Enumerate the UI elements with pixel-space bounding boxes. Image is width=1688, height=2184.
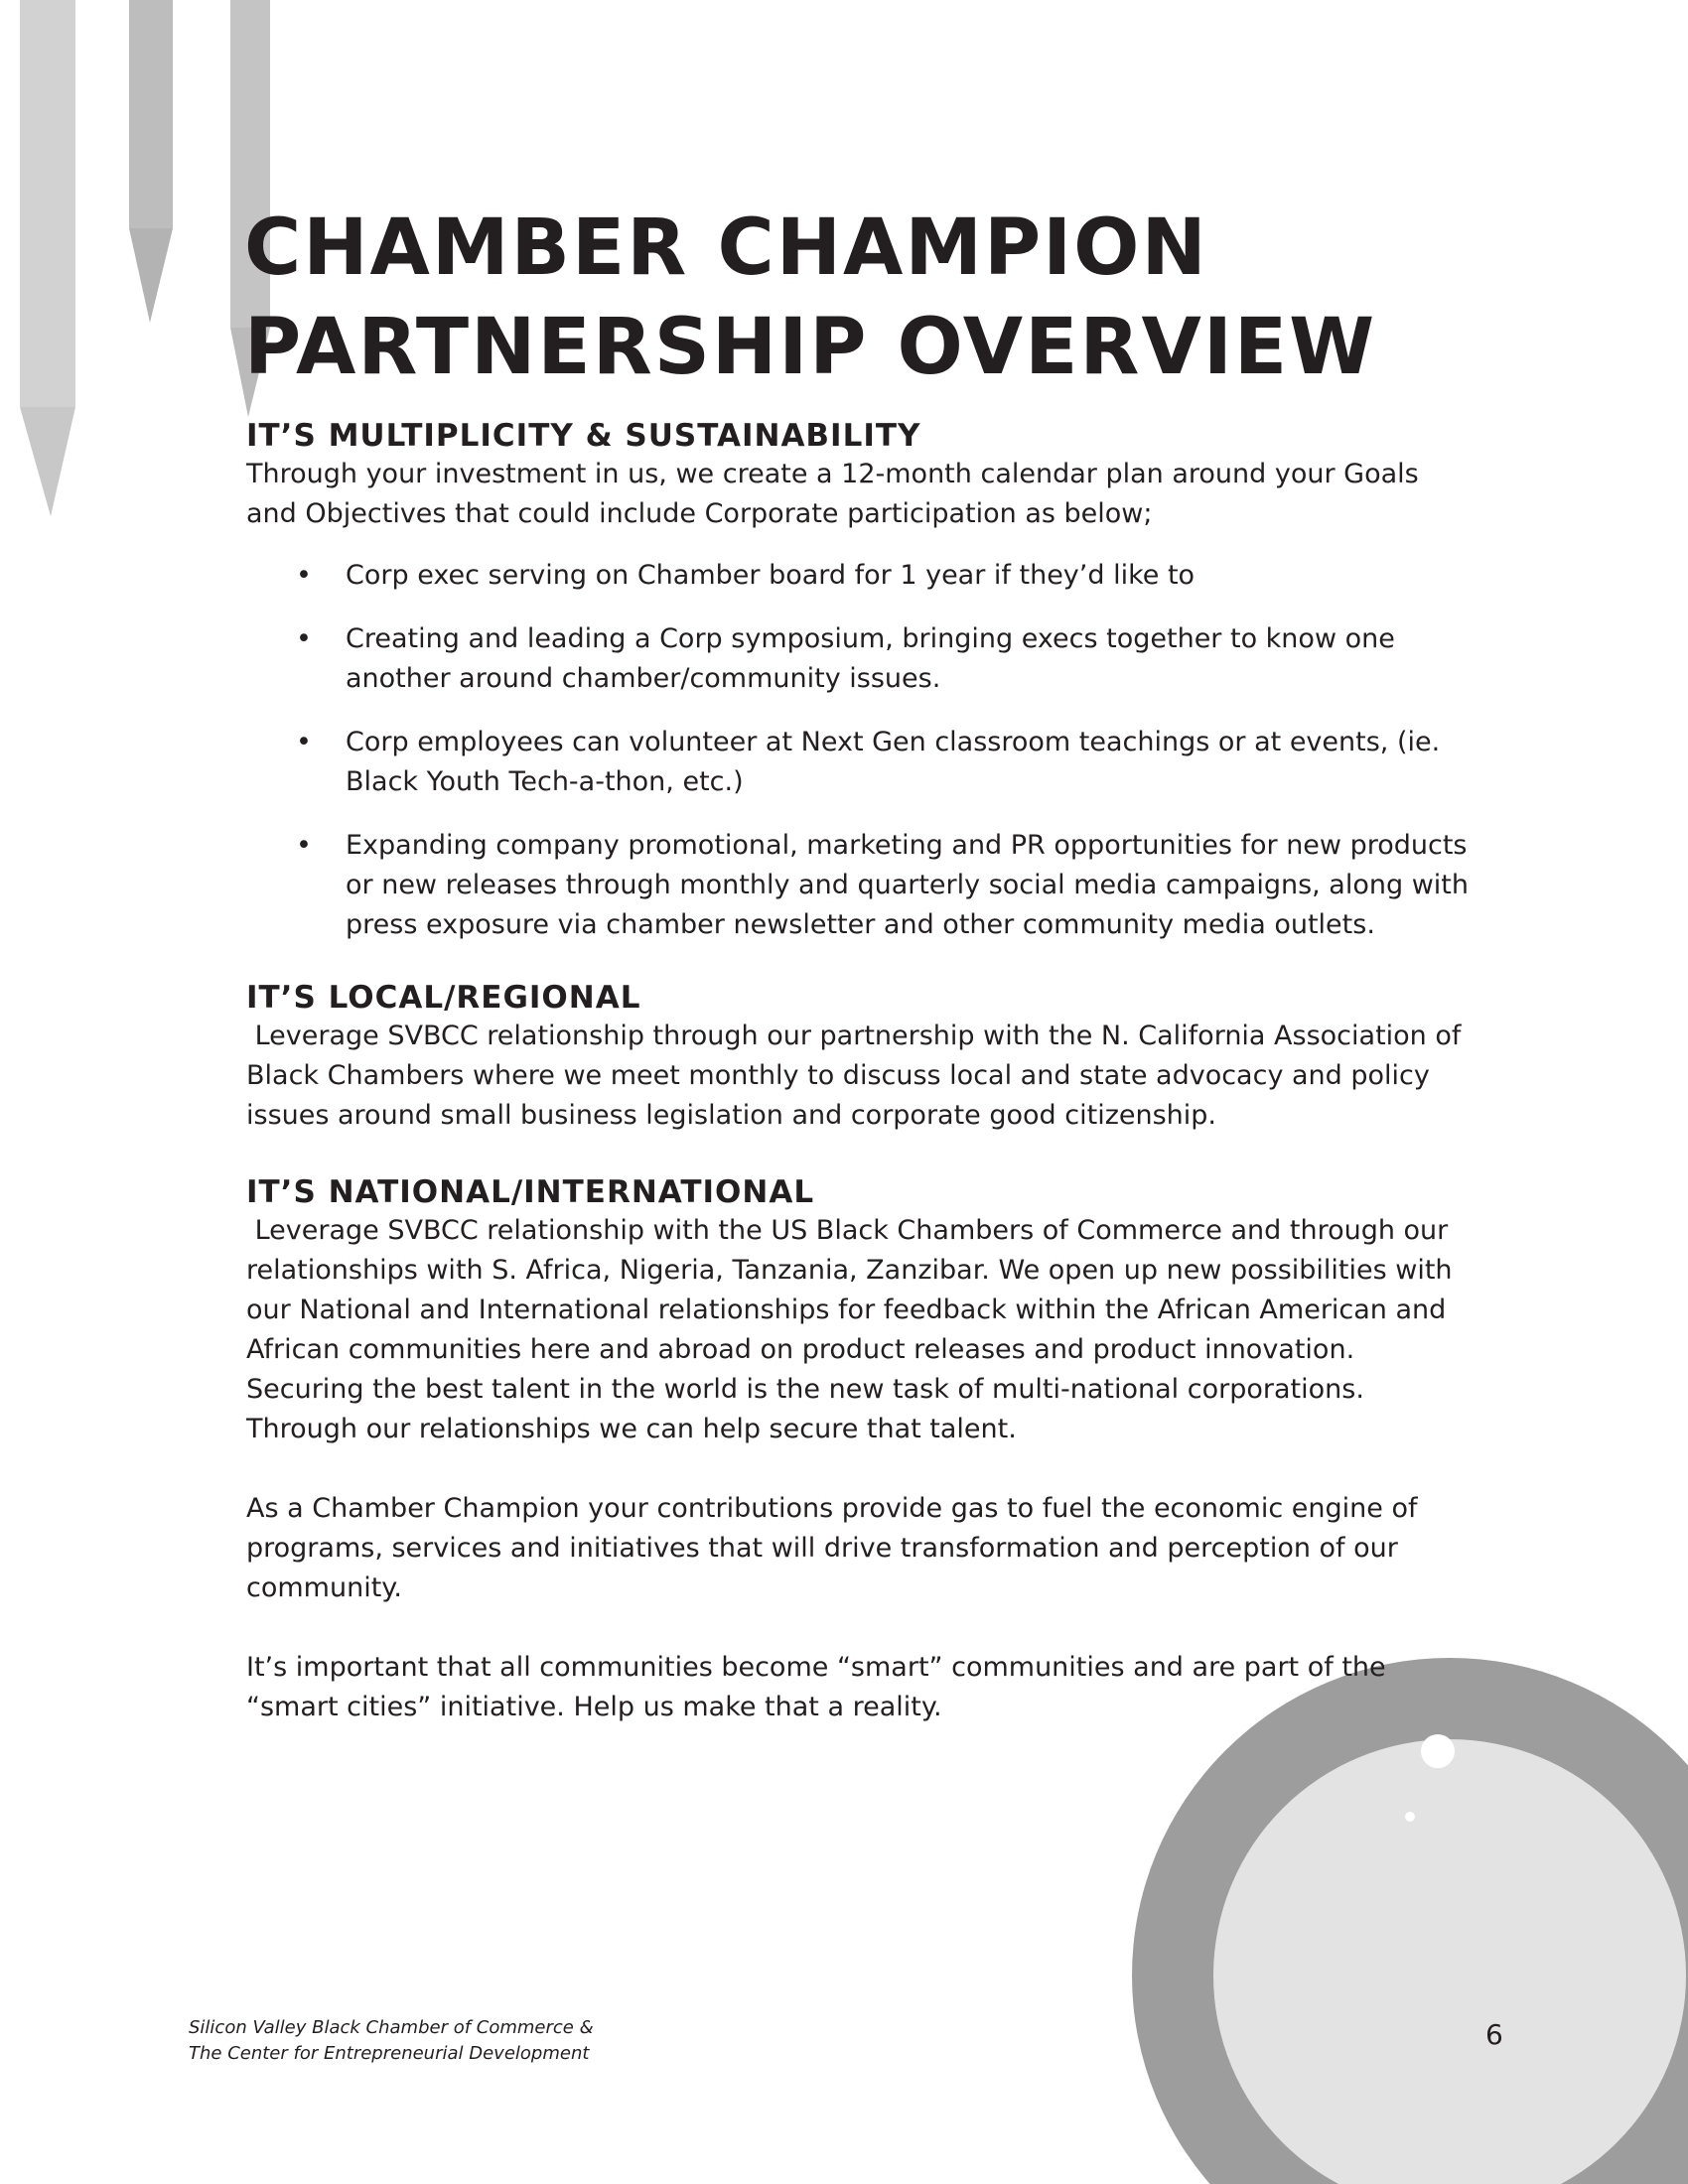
- page-title-line-2: PARTNERSHIP OVERVIEW: [244, 303, 1377, 392]
- footer-org-line-2: The Center for Entrepreneurial Development: [189, 2043, 590, 2064]
- list-item: [246, 723, 1477, 802]
- bullet-icon: •: [296, 727, 312, 757]
- section-heading-national-international: IT’S NATIONAL/INTERNATIONAL: [246, 1174, 815, 1210]
- section-local-regional: [246, 979, 1477, 1136]
- multiplicity-intro: Through your investment in us, we create a 12-month calendar plan around your Goals and Objectives that could include Corporate participation as below;: [246, 459, 1419, 529]
- page-content: [246, 417, 1477, 1727]
- bullet-icon: •: [296, 560, 312, 591]
- talent-line: Through our relationships we can help secure that talent.: [246, 1414, 1017, 1444]
- list-item: [246, 826, 1477, 945]
- list-item: [246, 556, 1477, 596]
- bullet-icon: •: [296, 623, 312, 654]
- participation-list: [246, 556, 1477, 945]
- national-international-body: Leverage SVBCC relationship with the US Black Chambers of Commerce and through our relationships with S. Africa, Nigeria, Tanzania, Zanzibar. We open up new possibilities with our National and International relationships for feedback within the African American and African communities here and abroad on product releases and product innovation. Securing the best talent in the world is the new task of multi-national corporations.: [246, 1215, 1453, 1405]
- bubble-decoration: [1132, 1658, 1688, 2184]
- section-multiplicity: [246, 417, 1477, 945]
- list-item-text: Creating and leading a Corp symposium, bringing execs together to know one another around chamber/community issues.: [346, 623, 1395, 694]
- footer-org-line-1: Silicon Valley Black Chamber of Commerce &: [189, 2017, 594, 2038]
- page-number: 6: [1485, 2018, 1503, 2051]
- footer-organization: [189, 2015, 594, 2067]
- list-item-text: Corp employees can volunteer at Next Gen classroom teachings or at events, (ie. Black Youth Tech-a-thon, etc.): [346, 727, 1441, 797]
- pencil-decoration: [20, 0, 270, 516]
- section-heading-local-regional: IT’S LOCAL/REGIONAL: [246, 980, 641, 1016]
- page-title-line-1: CHAMBER CHAMPION: [244, 204, 1208, 293]
- local-regional-body: Leverage SVBCC relationship through our partnership with the N. California Association of Black Chambers where we meet monthly to discuss local and state advocacy and policy issues around small business legislation and corporate good citizenship.: [246, 1021, 1462, 1131]
- list-item-text: Corp exec serving on Chamber board for 1 year if they’d like to: [346, 560, 1196, 591]
- smart-communities-paragraph: It’s important that all communities become “smart” communities and are part of the “smart cities” initiative. Help us make that a reality.: [246, 1652, 1386, 1722]
- section-heading-multiplicity: IT’S MULTIPLICITY & SUSTAINABILITY: [246, 418, 921, 454]
- section-national-international: [246, 1173, 1477, 1727]
- list-item: [246, 619, 1477, 699]
- bullet-icon: •: [296, 830, 312, 861]
- page-title: [244, 199, 1535, 397]
- champion-paragraph: As a Chamber Champion your contributions provide gas to fuel the economic engine of programs, services and initiatives that will drive transformation and perception of our community.: [246, 1493, 1418, 1603]
- list-item-text: Expanding company promotional, marketing and PR opportunities for new products or new releases through monthly and quarterly social media campaigns, along with press exposure via chamber newsletter and other community media outlets.: [346, 830, 1469, 940]
